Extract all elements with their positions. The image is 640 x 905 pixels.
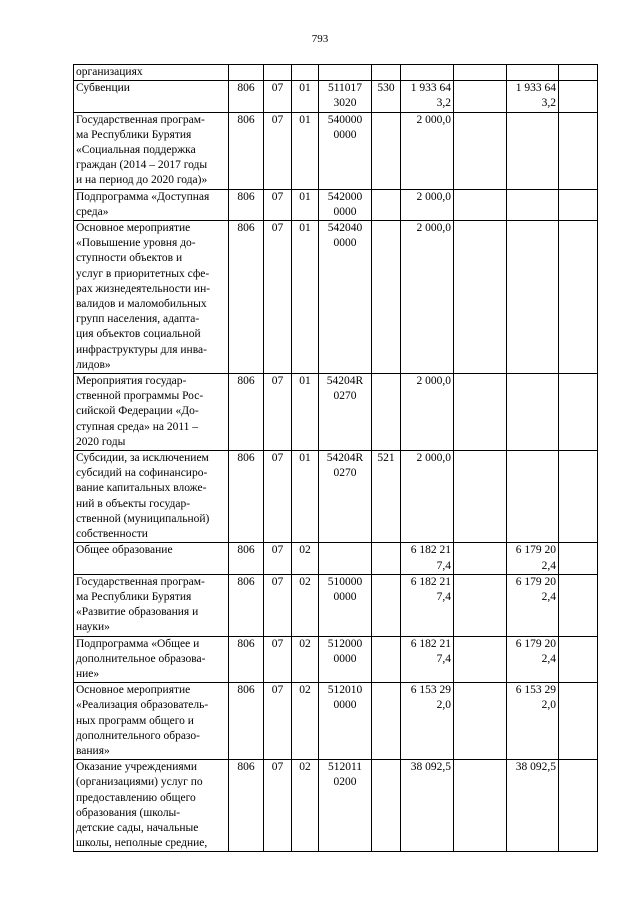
cell-admin-code: 806 <box>229 189 264 220</box>
cell-expense-type-code <box>372 189 401 220</box>
cell-amount-1: 2 000,0 <box>401 189 454 220</box>
cell-expense-type-code <box>372 683 401 760</box>
table-row <box>74 81 598 112</box>
cell-amount-4 <box>559 374 598 451</box>
cell-amount-4 <box>559 112 598 189</box>
cell-amount-2 <box>454 451 507 543</box>
cell-subsection-code: 02 <box>292 760 319 852</box>
cell-target-article-code: 54204R 0270 <box>319 374 372 451</box>
cell-name: Субсидии, за исключением субсидий на софинансиро- вание капитальных вложе- ний в объекты государ- ственной (муниципальной) собственности <box>74 451 229 543</box>
cell-admin-code <box>229 65 264 81</box>
cell-subsection-code: 01 <box>292 112 319 189</box>
cell-amount-4 <box>559 81 598 112</box>
cell-amount-1: 6 182 21 7,4 <box>401 636 454 683</box>
cell-amount-4 <box>559 683 598 760</box>
cell-amount-4 <box>559 189 598 220</box>
cell-target-article-code <box>319 543 372 574</box>
cell-amount-1: 2 000,0 <box>401 451 454 543</box>
cell-section-code: 07 <box>264 683 292 760</box>
cell-expense-type-code: 530 <box>372 81 401 112</box>
table-row <box>74 760 598 852</box>
cell-amount-2 <box>454 65 507 81</box>
cell-name: Государственная програм- ма Республики Бурятия «Социальная поддержка граждан (2014 – 2017 годы и на период до 2020 года)» <box>74 112 229 189</box>
cell-subsection-code: 01 <box>292 189 319 220</box>
cell-target-article-code: 511017 3020 <box>319 81 372 112</box>
cell-amount-3: 6 179 20 2,4 <box>507 636 559 683</box>
cell-target-article-code: 512010 0000 <box>319 683 372 760</box>
table-row <box>74 189 598 220</box>
cell-expense-type-code <box>372 221 401 374</box>
cell-amount-1: 2 000,0 <box>401 374 454 451</box>
budget-table-body <box>74 65 598 852</box>
table-row <box>74 543 598 574</box>
cell-target-article-code: 540000 0000 <box>319 112 372 189</box>
cell-section-code: 07 <box>264 574 292 636</box>
cell-section-code: 07 <box>264 221 292 374</box>
cell-amount-4 <box>559 574 598 636</box>
cell-section-code: 07 <box>264 543 292 574</box>
cell-expense-type-code <box>372 374 401 451</box>
cell-section-code: 07 <box>264 189 292 220</box>
cell-amount-1: 6 153 29 2,0 <box>401 683 454 760</box>
cell-expense-type-code <box>372 543 401 574</box>
table-row <box>74 374 598 451</box>
cell-admin-code: 806 <box>229 760 264 852</box>
cell-subsection-code: 02 <box>292 574 319 636</box>
cell-section-code: 07 <box>264 112 292 189</box>
cell-name: организациях <box>74 65 229 81</box>
table-row <box>74 683 598 760</box>
cell-subsection-code: 01 <box>292 221 319 374</box>
cell-amount-3: 38 092,5 <box>507 760 559 852</box>
cell-amount-2 <box>454 374 507 451</box>
cell-subsection-code: 02 <box>292 636 319 683</box>
cell-name: Общее образование <box>74 543 229 574</box>
cell-amount-1: 2 000,0 <box>401 112 454 189</box>
cell-target-article-code <box>319 65 372 81</box>
cell-amount-3: 1 933 64 3,2 <box>507 81 559 112</box>
cell-amount-3 <box>507 374 559 451</box>
cell-section-code: 07 <box>264 374 292 451</box>
cell-name: Подпрограмма «Доступная среда» <box>74 189 229 220</box>
cell-amount-2 <box>454 543 507 574</box>
cell-subsection-code: 01 <box>292 451 319 543</box>
cell-name: Оказание учреждениями (организациями) услуг по предоставлению общего образования (школы- детские сады, начальные школы, неполные средние, <box>74 760 229 852</box>
cell-amount-2 <box>454 683 507 760</box>
cell-amount-4 <box>559 636 598 683</box>
cell-amount-2 <box>454 636 507 683</box>
cell-target-article-code: 542040 0000 <box>319 221 372 374</box>
cell-name: Субвенции <box>74 81 229 112</box>
cell-section-code: 07 <box>264 636 292 683</box>
cell-section-code: 07 <box>264 760 292 852</box>
cell-amount-3 <box>507 451 559 543</box>
cell-name: Государственная програм- ма Республики Бурятия «Развитие образования и науки» <box>74 574 229 636</box>
budget-table <box>73 64 598 852</box>
cell-expense-type-code <box>372 574 401 636</box>
table-row <box>74 451 598 543</box>
cell-amount-3: 6 153 29 2,0 <box>507 683 559 760</box>
cell-amount-4 <box>559 451 598 543</box>
cell-subsection-code: 01 <box>292 374 319 451</box>
cell-section-code: 07 <box>264 81 292 112</box>
cell-amount-3 <box>507 221 559 374</box>
cell-expense-type-code <box>372 760 401 852</box>
cell-amount-4 <box>559 543 598 574</box>
cell-admin-code: 806 <box>229 574 264 636</box>
cell-amount-2 <box>454 221 507 374</box>
cell-target-article-code: 542000 0000 <box>319 189 372 220</box>
cell-target-article-code: 510000 0000 <box>319 574 372 636</box>
cell-subsection-code <box>292 65 319 81</box>
cell-section-code: 07 <box>264 451 292 543</box>
cell-section-code <box>264 65 292 81</box>
cell-target-article-code: 512000 0000 <box>319 636 372 683</box>
cell-amount-4 <box>559 760 598 852</box>
cell-subsection-code: 02 <box>292 683 319 760</box>
cell-amount-1 <box>401 65 454 81</box>
table-row <box>74 574 598 636</box>
cell-amount-1: 2 000,0 <box>401 221 454 374</box>
cell-admin-code: 806 <box>229 81 264 112</box>
cell-amount-3 <box>507 65 559 81</box>
table-row <box>74 65 598 81</box>
cell-amount-2 <box>454 189 507 220</box>
cell-name: Подпрограмма «Общее и дополнительное образова- ние» <box>74 636 229 683</box>
table-row <box>74 112 598 189</box>
cell-admin-code: 806 <box>229 683 264 760</box>
cell-amount-3: 6 179 20 2,4 <box>507 543 559 574</box>
cell-admin-code: 806 <box>229 112 264 189</box>
cell-target-article-code: 512011 0200 <box>319 760 372 852</box>
cell-expense-type-code: 521 <box>372 451 401 543</box>
cell-amount-1: 6 182 21 7,4 <box>401 574 454 636</box>
table-row <box>74 221 598 374</box>
page-number: 793 <box>311 33 329 45</box>
cell-subsection-code: 02 <box>292 543 319 574</box>
cell-name: Мероприятия государ- ственной программы Рос- сийской Федерации «До- ступная среда» на 2011 – 2020 годы <box>74 374 229 451</box>
cell-amount-1: 6 182 21 7,4 <box>401 543 454 574</box>
cell-amount-2 <box>454 81 507 112</box>
cell-admin-code: 806 <box>229 451 264 543</box>
cell-amount-2 <box>454 760 507 852</box>
cell-amount-1: 38 092,5 <box>401 760 454 852</box>
cell-admin-code: 806 <box>229 543 264 574</box>
cell-name: Основное мероприятие «Реализация образователь- ных программ общего и дополнительного образо- вания» <box>74 683 229 760</box>
cell-expense-type-code <box>372 112 401 189</box>
cell-admin-code: 806 <box>229 221 264 374</box>
cell-target-article-code: 54204R 0270 <box>319 451 372 543</box>
cell-expense-type-code <box>372 636 401 683</box>
cell-subsection-code: 01 <box>292 81 319 112</box>
cell-amount-3 <box>507 112 559 189</box>
cell-amount-3: 6 179 20 2,4 <box>507 574 559 636</box>
cell-amount-2 <box>454 112 507 189</box>
cell-amount-3 <box>507 189 559 220</box>
cell-amount-4 <box>559 65 598 81</box>
table-row <box>74 636 598 683</box>
cell-admin-code: 806 <box>229 636 264 683</box>
cell-name: Основное мероприятие «Повышение уровня до- ступности объектов и услуг в приоритетных сфе- рах жизнедеятельности ин- валидов и маломобильных групп населения, адапта- ция объектов социальной инфраструктуры для инва- лидов» <box>74 221 229 374</box>
cell-expense-type-code <box>372 65 401 81</box>
cell-amount-2 <box>454 574 507 636</box>
cell-amount-4 <box>559 221 598 374</box>
cell-amount-1: 1 933 64 3,2 <box>401 81 454 112</box>
cell-admin-code: 806 <box>229 374 264 451</box>
